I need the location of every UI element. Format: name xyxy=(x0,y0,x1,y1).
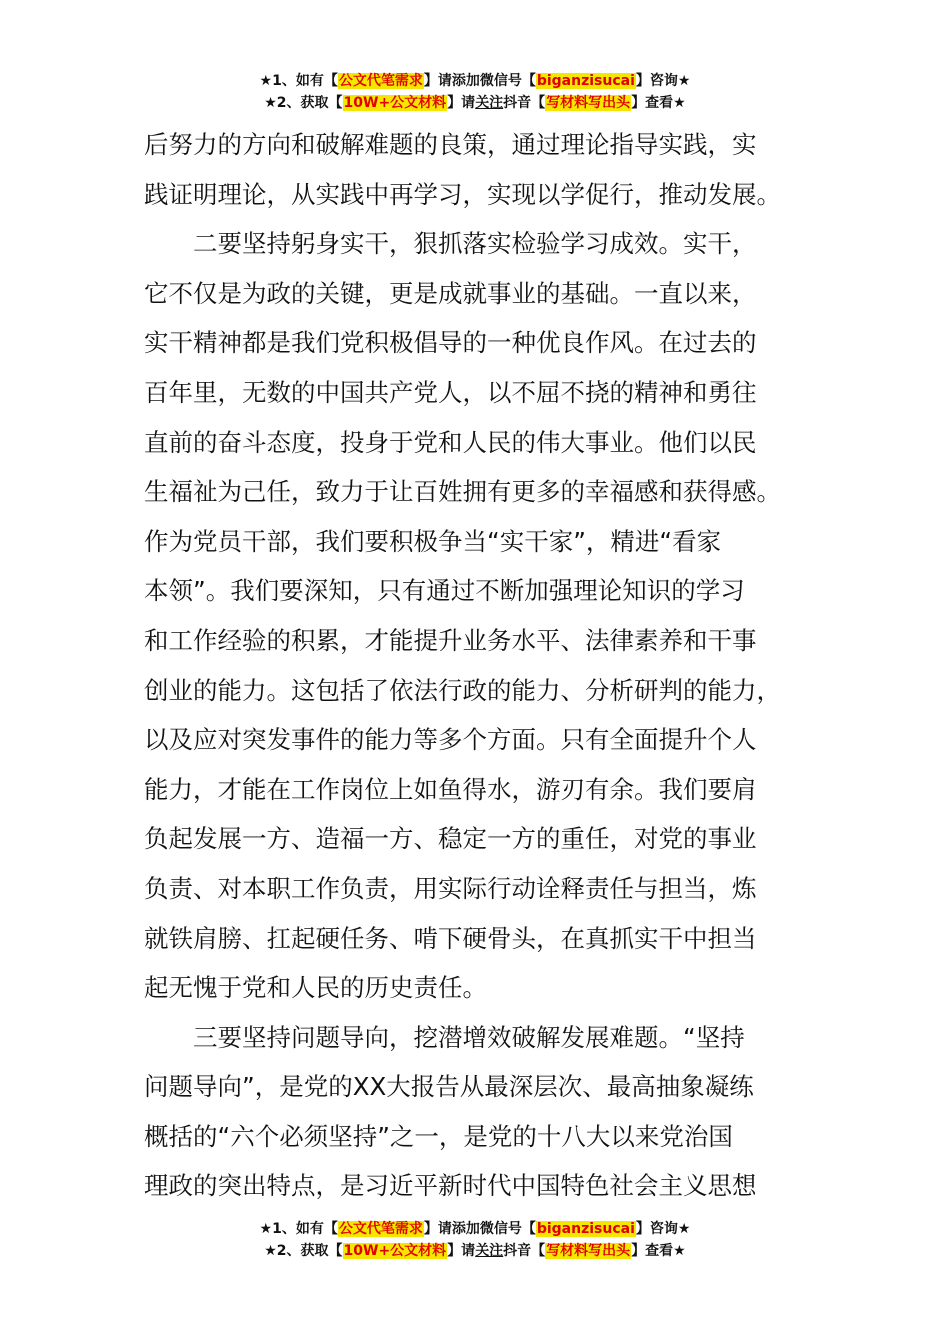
banner-emphasis: 关注 xyxy=(475,1243,504,1259)
banner-text: 微信号【 xyxy=(479,73,536,89)
banner-highlight: 写材料写出头 xyxy=(546,1243,631,1259)
banner-text: 】请 xyxy=(423,1221,452,1237)
body-line: 以及应对突发事件的能力等多个方面。只有全面提升个人 xyxy=(144,725,757,755)
banner-highlight: 公文代笔需求 xyxy=(338,73,423,89)
top-banner xyxy=(0,70,950,114)
paragraph-start: 二要坚持躬身实干，狠抓落实检验学习成效。实干， xyxy=(193,229,757,259)
body-line: 直前的奋斗态度，投身于党和人民的伟大事业。他们以民 xyxy=(144,427,757,457)
banner-highlight: biganzisucai xyxy=(536,73,635,89)
banner-line-1 xyxy=(0,70,950,92)
banner-highlight: 公文代笔需求 xyxy=(338,1221,423,1237)
banner-text: 微信号【 xyxy=(479,1221,536,1237)
banner-text: 】咨询★ xyxy=(635,73,691,89)
banner-emphasis: 关注 xyxy=(475,95,504,111)
body-line: 生福祉为己任，致力于让百姓拥有更多的幸福感和获得感。 xyxy=(144,477,781,507)
document-body xyxy=(144,120,809,1211)
banner-text: 】咨询★ xyxy=(635,1221,691,1237)
banner-text: 】查看★ xyxy=(631,95,686,111)
body-line: 本领”。我们要深知，只有通过不断加强理论知识的学习 xyxy=(144,576,745,606)
banner-highlight: 10W+公文材料 xyxy=(343,1243,447,1259)
body-line: 概括的“六个必须坚持”之一，是党的十八大以来党治国 xyxy=(144,1121,733,1151)
banner-text: ★1、如有【 xyxy=(259,73,338,89)
body-line: 作为党员干部，我们要积极争当“实干家”，精进“看家 xyxy=(144,526,722,556)
banner-text: 抖音【 xyxy=(503,95,546,111)
body-line: 它不仅是为政的关键，更是成就事业的基础。一直以来， xyxy=(144,278,757,308)
body-line: 负起发展一方、造福一方、稳定一方的重任，对党的事业 xyxy=(144,824,757,854)
banner-line-2 xyxy=(0,1240,950,1262)
body-line: 践证明理论，从实践中再学习，实现以学促行，推动发展。 xyxy=(144,179,781,209)
bottom-banner xyxy=(0,1218,950,1262)
banner-line-2 xyxy=(0,92,950,114)
banner-highlight: 10W+公文材料 xyxy=(343,95,447,111)
body-line: 起无愧于党和人民的历史责任。 xyxy=(144,973,487,1003)
body-line: 就铁肩膀、扛起硬任务、啃下硬骨头，在真抓实干中担当 xyxy=(144,923,757,953)
body-line: 问题导向”，是党的XX大报告从最深层次、最高抽象凝练 xyxy=(144,1072,754,1102)
banner-text: 】请 xyxy=(447,95,476,111)
body-line: 实干精神都是我们党积极倡导的一种优良作风。在过去的 xyxy=(144,328,757,358)
body-line: 后努力的方向和破解难题的良策，通过理论指导实践，实 xyxy=(144,130,757,159)
banner-text: ★2、获取【 xyxy=(264,95,343,111)
banner-text: 】请 xyxy=(423,73,452,89)
banner-text: 】请 xyxy=(447,1243,476,1259)
banner-text: 抖音【 xyxy=(503,1243,546,1259)
banner-text: ★2、获取【 xyxy=(264,1243,343,1259)
banner-text: 】查看★ xyxy=(631,1243,686,1259)
banner-emphasis: 添加 xyxy=(451,1221,480,1237)
banner-highlight: 写材料写出头 xyxy=(546,95,631,111)
banner-highlight: biganzisucai xyxy=(536,1221,635,1237)
body-line: 百年里，无数的中国共产党人，以不屈不挠的精神和勇往 xyxy=(144,377,757,407)
body-line: 负责、对本职工作负责，用实际行动诠释责任与担当，炼 xyxy=(144,873,757,903)
body-line: 理政的突出特点，是习近平新时代中国特色社会主义思想 xyxy=(144,1171,757,1201)
body-line: 创业的能力。这包括了依法行政的能力、分析研判的能力， xyxy=(144,675,781,705)
paragraph-start: 三要坚持问题导向，挖潜增效破解发展难题。“坚持 xyxy=(193,1022,745,1052)
body-line: 和工作经验的积累，才能提升业务水平、法律素养和干事 xyxy=(144,625,757,655)
banner-emphasis: 添加 xyxy=(451,73,480,89)
body-line: 能力，才能在工作岗位上如鱼得水，游刃有余。我们要肩 xyxy=(144,774,757,804)
banner-text: ★1、如有【 xyxy=(259,1221,338,1237)
banner-line-1 xyxy=(0,1218,950,1240)
